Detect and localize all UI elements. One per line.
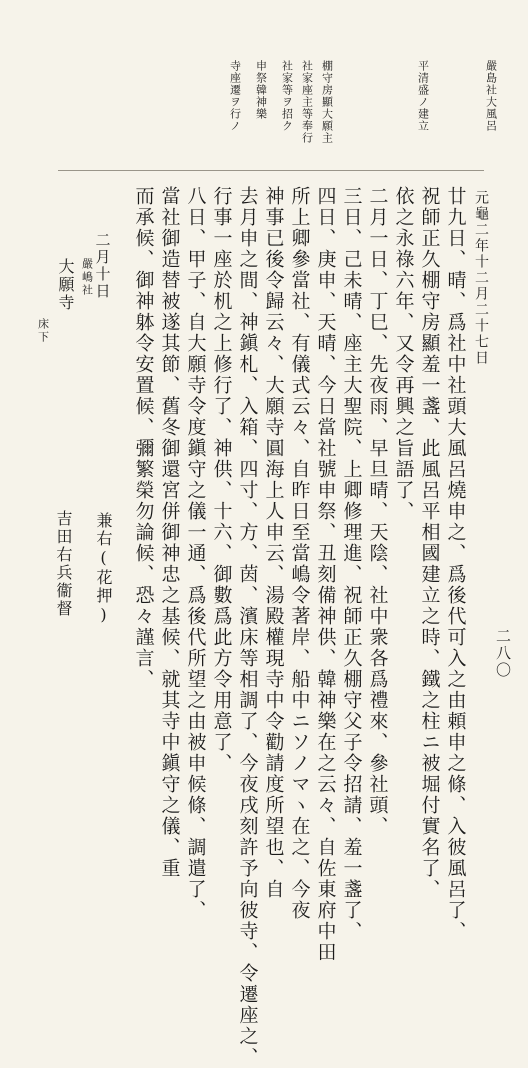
closing-line: 床下 <box>36 318 50 344</box>
closing-line: 吉田右兵衞督 <box>54 510 73 618</box>
text-line: 八日、甲子、自大願寺令度鎭守之儀一通、爲後代所望之由被申候條、調遣了、 <box>184 186 207 921</box>
text-line: 去月申之間、神鎭札、入箱、四寸、方、茵、濱床等相調了、今夜戌刻許予向彼寺、令遷座之、 <box>236 186 259 1068</box>
text-line: 所上卿參當社、有儀式云々、自昨日至當嶋令著岸、船中ニソノマヽ在之、今夜 <box>288 186 311 921</box>
margin-note: 棚守房顯大願主 <box>320 60 334 144</box>
text-line: 祝師正久棚守房顯羞一盞、此風呂平相國建立之時、鐵之柱ニ被堀付實名了、 <box>418 186 441 900</box>
margin-note: 嚴島社大風呂 <box>484 60 498 132</box>
header-rule <box>58 170 484 171</box>
closing-line: 嚴嶋社 <box>80 258 94 297</box>
margin-note: 社家座主等奉行 <box>300 60 314 144</box>
margin-note: 寺座遷ヲ行ノ <box>228 60 242 132</box>
closing-line: 二月十日 <box>93 232 112 300</box>
text-line: 元龜二年十二月二十七日 <box>473 190 489 366</box>
text-line: 而承候、御神躰令安置候、彌繁榮勿論候、恐々謹言、 <box>132 186 155 690</box>
text-line: 當社御造替被遂其節、舊冬御還宮併御神忠之基候、就其寺中鎭守之儀、重 <box>158 186 181 879</box>
margin-note: 社家等ヲ招ク <box>280 60 294 132</box>
text-line: 廿九日、晴、爲社中社頭大風呂燒申之、爲後代可入之由頼申之條、入彼風呂了、 <box>444 186 467 942</box>
closing-line: 兼右(花押) <box>94 512 113 626</box>
text-line: 二月一日、丁巳、先夜雨、早旦晴、天陰、社中衆各爲禮來、參社頭、 <box>366 186 389 837</box>
page-number: 二八〇 <box>494 628 512 679</box>
closing-line: 大願寺 <box>56 258 75 312</box>
text-line: 四日、庚申、天晴、今日當社號申祭、丑刻備神供、韓神樂在之云々、自佐東府中田 <box>314 186 337 963</box>
margin-note: 平清盛ノ建立 <box>416 60 430 132</box>
text-line: 神事已後令歸云々、大願寺圓海上人申云、湯殿權現寺中令勸請度所望也、自 <box>262 186 285 900</box>
text-line: 行事一座於机之上修行了、神供、十六、御數爲此方令用意了、 <box>210 186 233 774</box>
text-line: 三日、己未晴、座主大聖院、上卿修理進、祝師正久棚守父子令招請、羞一盞了、 <box>340 186 363 942</box>
text-line: 依之永祿六年、又令再興之旨語了、 <box>392 186 415 522</box>
margin-note: 申祭韓神樂 <box>254 60 268 120</box>
